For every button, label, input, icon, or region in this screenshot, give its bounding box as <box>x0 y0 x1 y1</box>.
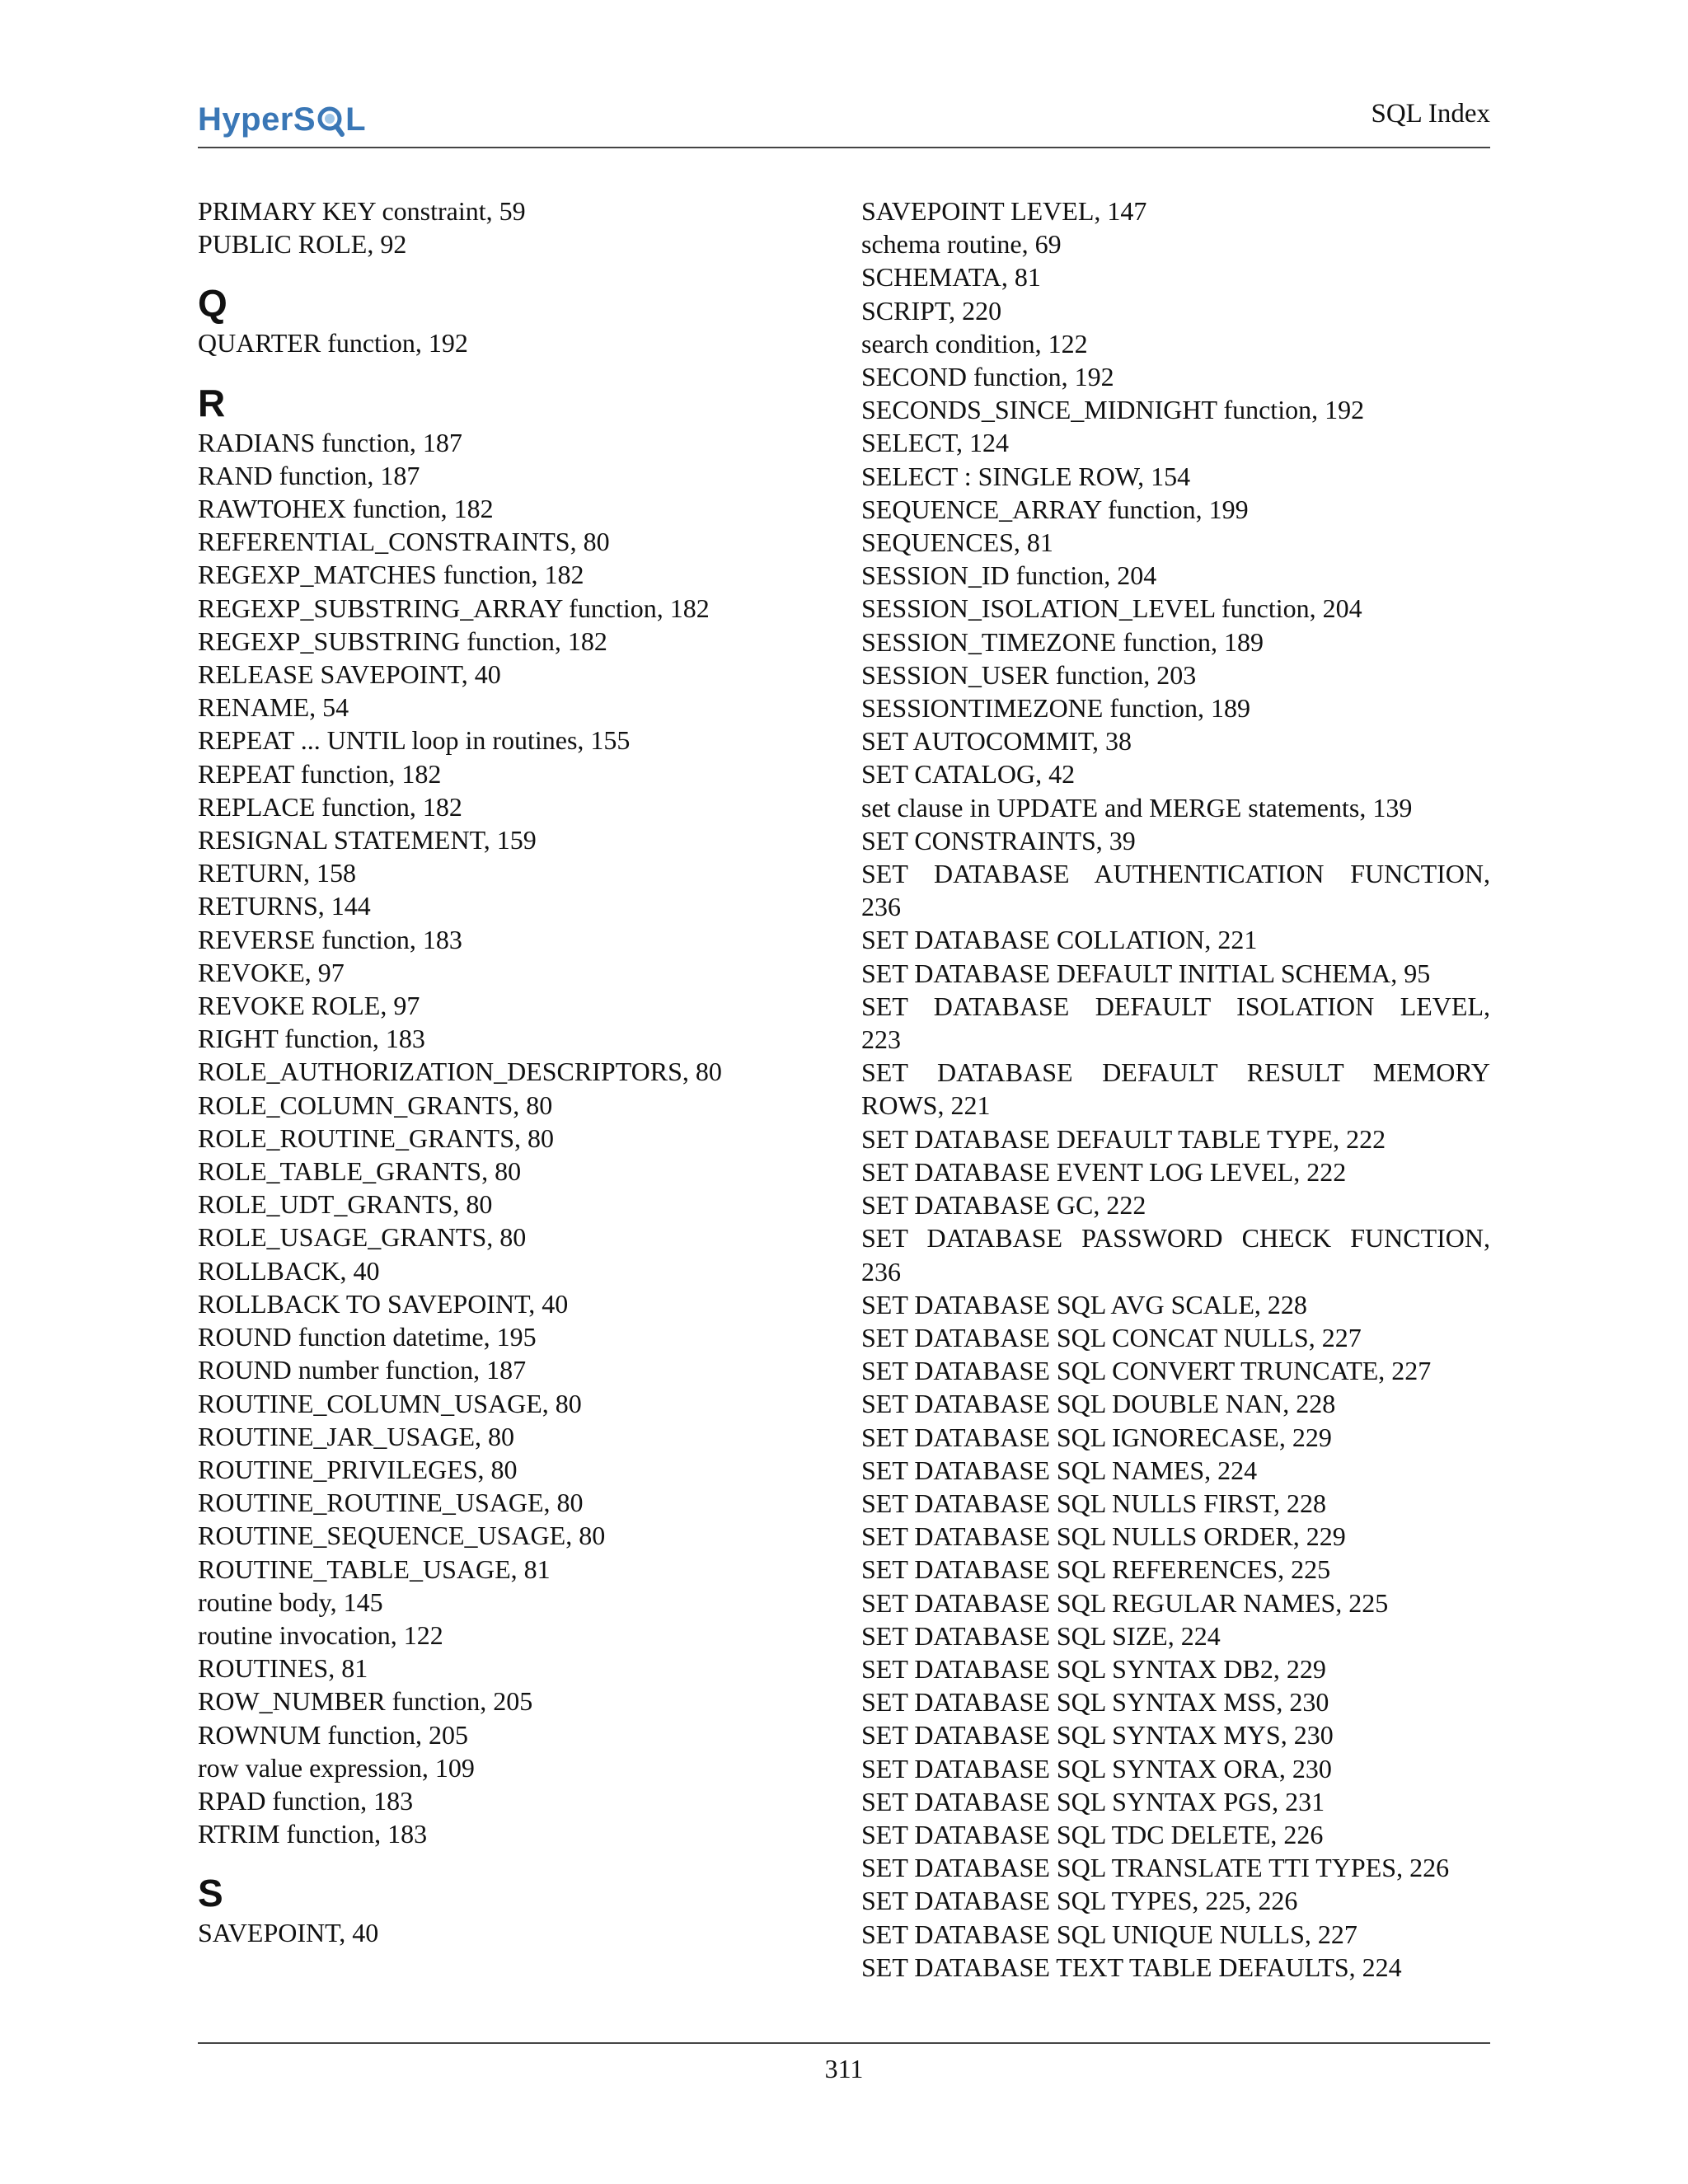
index-entry[interactable]: REPLACE function, 182 <box>198 791 462 822</box>
index-entry[interactable]: SESSION_TIMEZONE function, 189 <box>861 626 1264 657</box>
index-entry[interactable]: SET DATABASE SQL SYNTAX MYS, 230 <box>861 1720 1334 1750</box>
index-entry[interactable]: SET DATABASE DEFAULT INITIAL SCHEMA, 95 <box>861 958 1431 988</box>
index-entry[interactable]: SESSION_ID function, 204 <box>861 560 1157 591</box>
index-entry[interactable]: PUBLIC ROLE, 92 <box>198 229 407 260</box>
index-entry[interactable]: row value expression, 109 <box>198 1752 475 1783</box>
index-entry[interactable]: REGEXP_MATCHES function, 182 <box>198 560 584 590</box>
index-entry[interactable]: SESSIONTIMEZONE function, 189 <box>861 693 1250 724</box>
index-entry[interactable]: schema routine, 69 <box>861 229 1062 260</box>
index-letter-heading: R <box>198 381 226 424</box>
index-entry[interactable]: SELECT, 124 <box>861 428 1009 458</box>
index-entry[interactable]: ROUTINE_PRIVILEGES, 80 <box>198 1454 518 1484</box>
index-entry[interactable]: RPAD function, 183 <box>198 1785 414 1816</box>
index-entry[interactable]: SET DATABASE SQL TRANSLATE TTI TYPES, 226 <box>861 1853 1450 1883</box>
index-entry[interactable]: SESSION_USER function, 203 <box>861 659 1197 690</box>
index-entry[interactable]: ROLE_USAGE_GRANTS, 80 <box>198 1222 527 1253</box>
index-entry-continuation: 223 <box>861 1024 901 1055</box>
index-entry[interactable] <box>861 990 1490 1056</box>
index-entry[interactable]: ROLE_COLUMN_GRANTS, 80 <box>198 1090 553 1120</box>
index-entry[interactable]: SET DATABASE SQL CONVERT TRUNCATE, 227 <box>861 1356 1432 1386</box>
index-entry[interactable]: RAND function, 187 <box>198 460 420 490</box>
index-column-right <box>861 194 1490 1984</box>
index-entry[interactable]: SECOND function, 192 <box>861 362 1114 392</box>
index-entry[interactable]: SET DATABASE SQL SYNTAX DB2, 229 <box>861 1653 1326 1684</box>
index-entry[interactable]: ROLE_ROUTINE_GRANTS, 80 <box>198 1122 554 1153</box>
index-entry[interactable]: RESIGNAL STATEMENT, 159 <box>198 825 537 855</box>
index-entry[interactable]: SET DATABASE COLLATION, 221 <box>861 925 1258 955</box>
index-entry[interactable]: SET DATABASE SQL CONCAT NULLS, 227 <box>861 1322 1362 1352</box>
index-entry[interactable]: SET DATABASE SQL TYPES, 225, 226 <box>861 1886 1298 1916</box>
index-entry[interactable]: ROLE_AUTHORIZATION_DESCRIPTORS, 80 <box>198 1057 722 1087</box>
page-header <box>198 91 1490 148</box>
index-column-left <box>198 194 824 1950</box>
index-entry[interactable]: RAWTOHEX function, 182 <box>198 494 494 524</box>
index-entry[interactable]: RELEASE SAVEPOINT, 40 <box>198 659 501 690</box>
index-entry[interactable]: SELECT : SINGLE ROW, 154 <box>861 461 1191 491</box>
index-entry[interactable]: SET DATABASE TEXT TABLE DEFAULTS, 224 <box>861 1952 1402 1982</box>
index-entry[interactable]: PRIMARY KEY constraint, 59 <box>198 196 526 226</box>
index-entry[interactable]: SECONDS_SINCE_MIDNIGHT function, 192 <box>861 395 1365 425</box>
logo-text-right: L <box>345 101 366 138</box>
index-entry[interactable]: REFERENTIAL_CONSTRAINTS, 80 <box>198 527 610 557</box>
index-entry[interactable]: RTRIM function, 183 <box>198 1819 428 1849</box>
index-entry[interactable]: ROUTINE_TABLE_USAGE, 81 <box>198 1554 551 1584</box>
index-entry[interactable]: SEQUENCES, 81 <box>861 527 1053 558</box>
section-title: SQL Index <box>1371 99 1490 129</box>
index-entry[interactable]: SET DATABASE SQL NULLS ORDER, 229 <box>861 1521 1346 1552</box>
index-columns <box>198 194 1490 1991</box>
index-entry[interactable]: SET AUTOCOMMIT, 38 <box>861 726 1132 757</box>
index-entry[interactable]: ROLLBACK TO SAVEPOINT, 40 <box>198 1288 569 1319</box>
index-entry-continuation: 236 <box>861 892 901 922</box>
index-entry[interactable]: SET DATABASE EVENT LOG LEVEL, 222 <box>861 1156 1347 1187</box>
index-entry[interactable]: ROUND number function, 187 <box>198 1355 527 1385</box>
index-entry[interactable]: RETURN, 158 <box>198 858 356 888</box>
index-entry[interactable]: SET DATABASE SQL REFERENCES, 225 <box>861 1554 1331 1585</box>
index-entry-continuation: 236 <box>861 1256 901 1286</box>
index-entry[interactable]: ROLE_UDT_GRANTS, 80 <box>198 1189 493 1220</box>
page-number: 311 <box>824 2054 864 2083</box>
logo-text-left: HyperS <box>198 101 316 138</box>
index-entry[interactable]: REGEXP_SUBSTRING function, 182 <box>198 626 607 656</box>
index-entry[interactable]: SET CATALOG, 42 <box>861 759 1076 790</box>
index-entry[interactable]: RADIANS function, 187 <box>198 427 462 457</box>
hypersql-logo <box>198 99 366 140</box>
index-entry[interactable]: ROUTINES, 81 <box>198 1653 368 1684</box>
index-entry[interactable]: SET DATABASE SQL UNIQUE NULLS, 227 <box>861 1919 1357 1949</box>
index-entry[interactable]: SET DATABASE SQL IGNORECASE, 229 <box>861 1422 1332 1452</box>
index-entry[interactable]: ROW_NUMBER function, 205 <box>198 1686 533 1717</box>
index-entry-text: SET DATABASE PASSWORD CHECK FUNCTION, <box>861 1223 1490 1254</box>
index-entry[interactable]: SET DATABASE SQL SYNTAX MSS, 230 <box>861 1687 1329 1718</box>
index-entry[interactable]: SET DATABASE SQL SYNTAX ORA, 230 <box>861 1753 1332 1783</box>
index-entry[interactable]: ROLLBACK, 40 <box>198 1255 380 1286</box>
index-entry[interactable]: ROLE_TABLE_GRANTS, 80 <box>198 1156 522 1187</box>
index-entry[interactable]: SAVEPOINT, 40 <box>198 1918 379 1948</box>
index-entry[interactable]: SET DATABASE GC, 222 <box>861 1190 1146 1221</box>
index-entry[interactable]: SET DATABASE SQL NULLS FIRST, 228 <box>861 1488 1327 1518</box>
index-entry[interactable]: REPEAT function, 182 <box>198 758 442 789</box>
magnifier-q-icon <box>316 103 345 136</box>
index-entry[interactable]: ROUTINE_SEQUENCE_USAGE, 80 <box>198 1521 606 1551</box>
index-entry[interactable] <box>861 1056 1490 1122</box>
index-entry[interactable]: ROUTINE_JAR_USAGE, 80 <box>198 1421 514 1451</box>
index-entry[interactable]: SET DATABASE SQL DOUBLE NAN, 228 <box>861 1389 1336 1419</box>
index-entry[interactable]: ROUND function datetime, 195 <box>198 1322 537 1352</box>
index-entry[interactable]: SET CONSTRAINTS, 39 <box>861 825 1136 855</box>
index-entry[interactable] <box>861 1221 1490 1287</box>
footer-rule <box>198 2042 1490 2044</box>
index-entry[interactable]: REPEAT ... UNTIL loop in routines, 155 <box>198 725 631 756</box>
index-entry[interactable]: SCRIPT, 220 <box>861 295 1002 326</box>
index-entry[interactable]: ROUTINE_COLUMN_USAGE, 80 <box>198 1388 582 1418</box>
index-entry[interactable]: SET DATABASE SQL NAMES, 224 <box>861 1455 1258 1485</box>
index-entry[interactable]: SET DATABASE SQL REGULAR NAMES, 225 <box>861 1587 1389 1618</box>
index-entry-text: SET DATABASE DEFAULT ISOLATION LEVEL, <box>861 991 1490 1021</box>
index-entry[interactable]: RETURNS, 144 <box>198 891 371 921</box>
index-entry[interactable]: REVOKE, 97 <box>198 957 345 987</box>
index-entry[interactable]: SET DATABASE DEFAULT TABLE TYPE, 222 <box>861 1123 1386 1154</box>
index-entry[interactable]: SET DATABASE SQL SYNTAX PGS, 231 <box>861 1786 1325 1816</box>
index-letter-heading: Q <box>198 282 227 326</box>
index-entry[interactable]: routine body, 145 <box>198 1586 383 1617</box>
index-entry[interactable]: REGEXP_SUBSTRING_ARRAY function, 182 <box>198 593 710 623</box>
index-entry[interactable]: REVOKE ROLE, 97 <box>198 991 420 1021</box>
index-entry[interactable] <box>861 857 1490 923</box>
index-letter-heading: S <box>198 1872 223 1915</box>
index-entry-continuation: ROWS, 221 <box>861 1090 991 1121</box>
index-entry[interactable]: RIGHT function, 183 <box>198 1024 425 1054</box>
index-entry[interactable]: QUARTER function, 192 <box>198 328 468 359</box>
index-entry[interactable]: routine invocation, 122 <box>198 1619 443 1650</box>
index-entry[interactable]: SCHEMATA, 81 <box>861 262 1041 293</box>
index-entry[interactable]: RENAME, 54 <box>198 692 349 723</box>
index-entry[interactable]: search condition, 122 <box>861 328 1088 359</box>
index-entry[interactable]: SET DATABASE SQL SIZE, 224 <box>861 1620 1221 1651</box>
index-entry[interactable]: SAVEPOINT LEVEL, 147 <box>861 196 1147 226</box>
index-entry-text: SET DATABASE DEFAULT RESULT MEMORY <box>861 1057 1490 1088</box>
index-entry[interactable]: SESSION_ISOLATION_LEVEL function, 204 <box>861 593 1362 624</box>
index-entry[interactable]: REVERSE function, 183 <box>198 924 462 954</box>
index-entry[interactable]: ROUTINE_ROUTINE_USAGE, 80 <box>198 1488 584 1518</box>
index-entry[interactable]: set clause in UPDATE and MERGE statements, 139 <box>861 792 1413 823</box>
index-entry[interactable]: SET DATABASE SQL TDC DELETE, 226 <box>861 1819 1324 1849</box>
index-entry[interactable]: ROWNUM function, 205 <box>198 1719 468 1750</box>
index-entry-text: SET DATABASE AUTHENTICATION FUNCTION, <box>861 859 1490 889</box>
index-entry[interactable]: SET DATABASE SQL AVG SCALE, 228 <box>861 1289 1307 1319</box>
index-entry[interactable]: SEQUENCE_ARRAY function, 199 <box>861 494 1249 524</box>
